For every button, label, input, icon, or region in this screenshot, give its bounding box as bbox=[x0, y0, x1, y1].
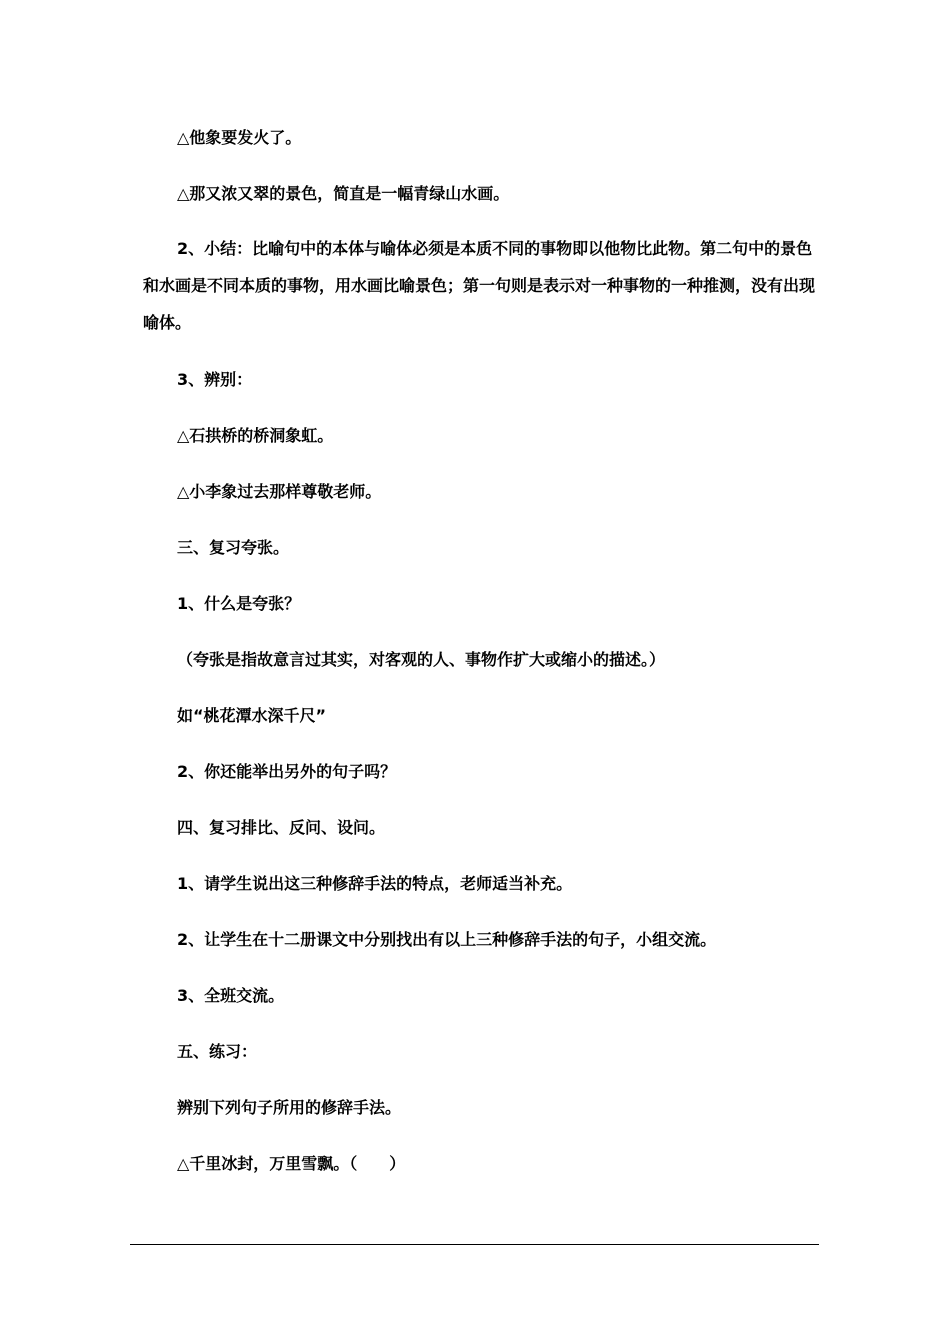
text-line: 1、请学生说出这三种修辞手法的特点，老师适当补充。 bbox=[177, 874, 573, 893]
section-heading: 四、复习排比、反问、设问。 bbox=[177, 818, 386, 837]
text-line: 2、你还能举出另外的句子吗？ bbox=[177, 762, 397, 781]
text-line: 2、让学生在十二册课文中分别找出有以上三种修辞手法的句子，小组交流。 bbox=[177, 930, 717, 949]
section-heading: 三、复习夸张。 bbox=[177, 538, 290, 557]
text-line: △石拱桥的桥洞象虹。 bbox=[177, 426, 334, 445]
text-line: △那又浓又翠的景色，简直是一幅青绿山水画。 bbox=[177, 184, 510, 203]
text-line: 3、全班交流。 bbox=[177, 986, 285, 1005]
text-line: △他象要发火了。 bbox=[177, 128, 302, 147]
text-line: △小李象过去那样尊敬老师。 bbox=[177, 482, 382, 501]
text-line: 3、辨别： bbox=[177, 370, 253, 389]
text-line: （夸张是指故意言过其实，对客观的人、事物作扩大或缩小的描述。） bbox=[177, 650, 666, 669]
section-heading: 五、练习： bbox=[177, 1042, 258, 1061]
text-line: 1、什么是夸张？ bbox=[177, 594, 301, 613]
text-line: 如“桃花潭水深千尺” bbox=[177, 706, 327, 725]
text-line: 辨别下列句子所用的修辞手法。 bbox=[177, 1098, 402, 1117]
footer-divider bbox=[130, 1244, 819, 1245]
text-line: △千里冰封，万里雪飘。（ ） bbox=[177, 1154, 406, 1173]
summary-paragraph: 2、小结：比喻句中的本体与喻体必须是本质不同的事物即以他物比此物。第二句中的景色和水画是不同本质的事物，用水画比喻景色；第一句则是表示对一种事物的一种推测，没有出现喻体。 bbox=[143, 239, 816, 332]
